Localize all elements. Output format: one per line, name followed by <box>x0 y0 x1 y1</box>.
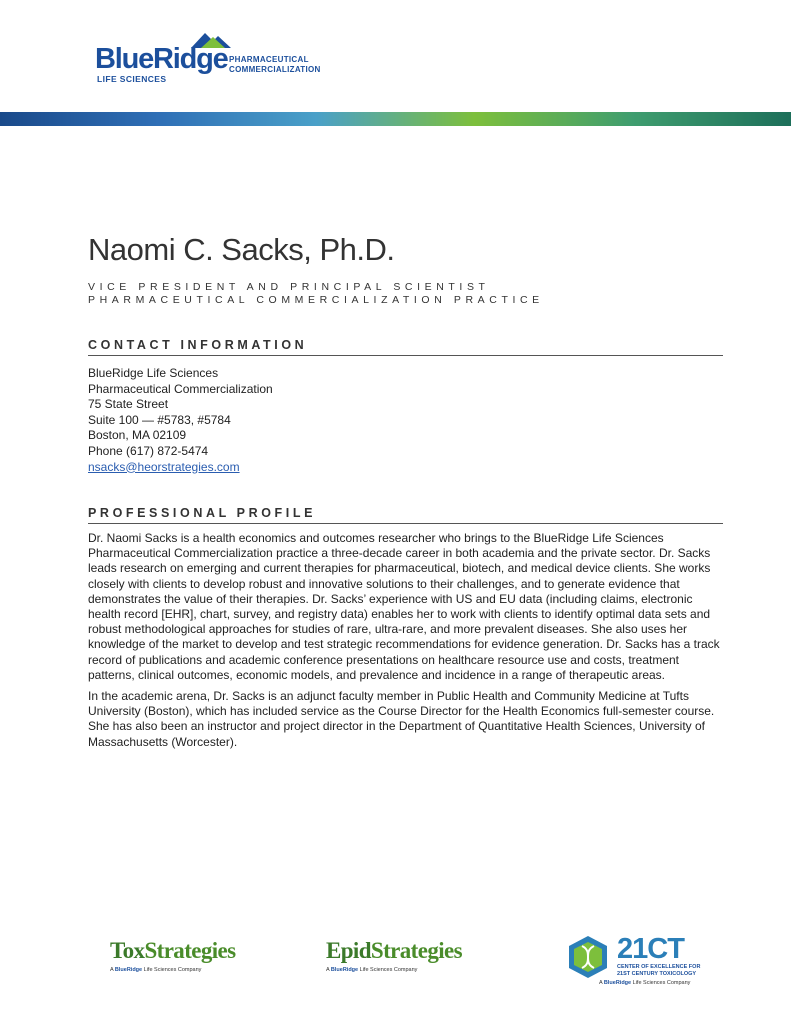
21ct-wordmark: 21CT <box>617 933 684 965</box>
21ct-line-2: 21ST CENTURY TOXICOLOGY <box>617 971 697 977</box>
contact-phone: Phone (617) 872-5474 <box>88 443 209 458</box>
contact-dept: Pharmaceutical Commercialization <box>88 381 273 396</box>
contact-street: 75 State Street <box>88 397 169 412</box>
person-name: Naomi C. Sacks, Ph.D. <box>88 232 395 267</box>
ct-sub-prefix: A <box>599 980 603 986</box>
contact-block <box>88 366 273 475</box>
logo-tagline <box>229 55 321 75</box>
tox-sub-brand: BlueRidge <box>114 967 143 973</box>
profile-heading: PROFESSIONAL PROFILE <box>88 506 723 524</box>
toxstrategies-subline <box>110 967 260 973</box>
ct-sub-brand: BlueRidge <box>603 980 632 986</box>
tox-sub-suffix: Life Sciences Company <box>143 967 202 973</box>
contact-city: Boston, MA 02109 <box>88 428 187 443</box>
blueridge-logo <box>95 30 335 86</box>
person-title-2: PHARMACEUTICAL COMMERCIALIZATION PRACTICE <box>88 294 544 306</box>
epid-word: Epid <box>326 938 371 963</box>
epid-sub-brand: BlueRidge <box>330 967 359 973</box>
profile-paragraph-1: Dr. Naomi Sacks is a health economics and outcomes researcher who brings to the BlueRidge Life Sciences Pharmaceutical Commercialization practice a three-decade career in both academia and the private sector. Dr. Sacks leads research on emerging and current therapies for pharmaceutical, biotech, and medical device clients. She works closely with clients to develop robust and innovative solutions to their challenges, and to generate evidence that demonstrates the value of their therapies. Dr. Sacks’ experience with US and EU data (including claims, electronic health record [EHR], chart, survey, and registry data) enables her to work with clients to identify optimal data sets and robust methodological approaches for studies of rare, ultra-rare, and more prevalent diseases. She also uses her knowledge of the market to develop and test strategic recommendations for evidence generation. Dr. Sacks has a track record of publications and academic conference presentations on healthcare resource use and costs, treatment patterns, clinical outcomes, economic models, and prevalence and incidence in a range of therapeutic areas. <box>88 531 720 682</box>
profile-body <box>88 531 728 756</box>
person-title-1: VICE PRESIDENT AND PRINCIPAL SCIENTIST <box>88 281 490 293</box>
logo-word-blue: Blue <box>95 43 154 75</box>
logo-subtitle: LIFE SCIENCES <box>97 74 167 84</box>
tox-strategies-word: Strategies <box>144 938 236 963</box>
tox-sub-prefix: A <box>110 967 114 973</box>
logo-tagline-2: COMMERCIALIZATION <box>229 65 321 74</box>
logo-tagline-1: PHARMACEUTICAL <box>229 55 309 64</box>
21ct-subline <box>599 980 690 986</box>
header-color-band <box>0 112 791 126</box>
epidstrategies-subline <box>326 967 476 973</box>
21ct-logo <box>565 934 705 990</box>
profile-paragraph-2: In the academic arena, Dr. Sacks is an adjunct faculty member in Public Health and Community Medicine at Tufts University (Boston), which has included service as the Course Director for the Health Economics full-semester course. She has also been an instructor and project director in the Department of Quantitative Health Sciences, University of Massachusetts (Worcester). <box>88 689 715 749</box>
contact-email-link[interactable]: nsacks@heorstrategies.com <box>88 459 240 474</box>
epid-strategies-word: Strategies <box>370 938 462 963</box>
logo-wordmark <box>95 44 228 74</box>
toxstrategies-logo <box>110 938 260 973</box>
epid-sub-prefix: A <box>326 967 330 973</box>
ct-sub-suffix: Life Sciences Company <box>632 980 691 986</box>
epidstrategies-wordmark <box>326 938 476 964</box>
hexagon-dna-icon <box>565 934 611 980</box>
contact-heading: CONTACT INFORMATION <box>88 338 723 356</box>
contact-suite: Suite 100 — #5783, #5784 <box>88 412 231 427</box>
tox-word: Tox <box>110 938 145 963</box>
epid-sub-suffix: Life Sciences Company <box>359 967 418 973</box>
logo-word-ridge: Ridge <box>153 43 228 75</box>
21ct-line-1: CENTER OF EXCELLENCE FOR <box>617 964 701 970</box>
contact-org: BlueRidge Life Sciences <box>88 366 219 380</box>
toxstrategies-wordmark <box>110 938 260 964</box>
epidstrategies-logo <box>326 938 476 973</box>
